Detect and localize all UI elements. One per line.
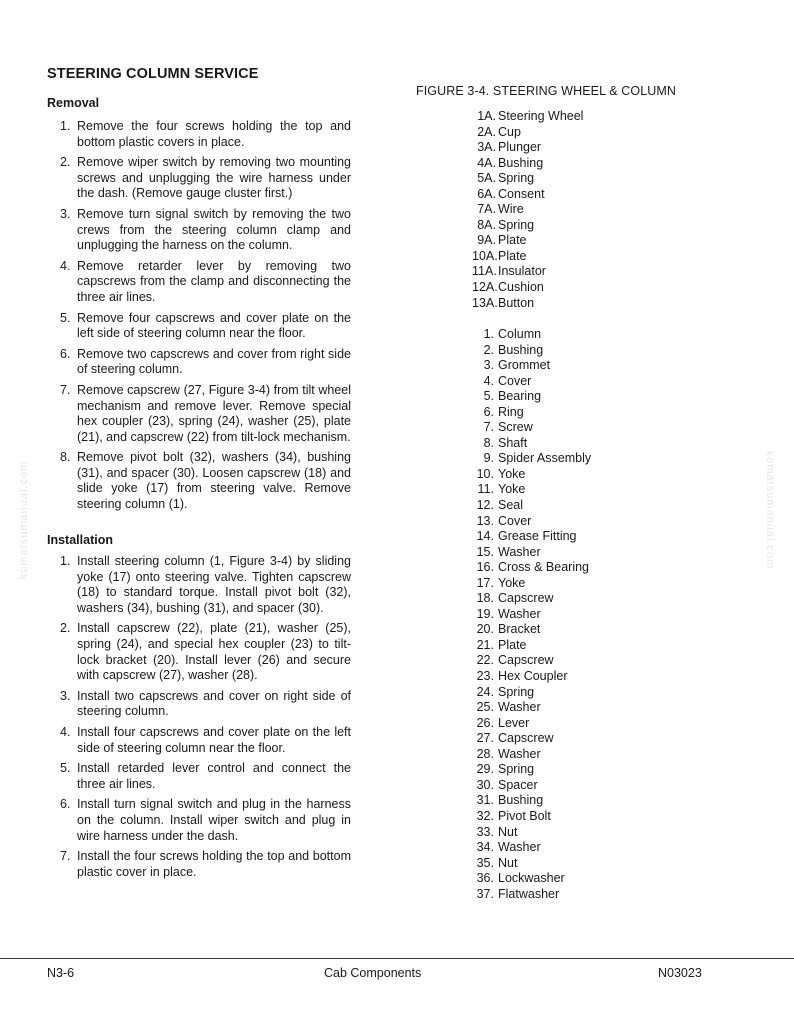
part-number: 14. bbox=[476, 529, 494, 544]
part-number: 18. bbox=[476, 591, 494, 606]
part-number: 21. bbox=[476, 637, 494, 652]
part-number: 3. bbox=[483, 358, 494, 373]
step-text: Remove capscrew (27, Figure 3-4) from tilt wheel mechanism and remove lever. Remove special hex coupler (23), spring (24), washer (25), plate (21), and capscrew (22) from tilt-lock mechanism. bbox=[77, 382, 351, 444]
part-name: Flatwasher bbox=[498, 886, 560, 901]
part-item bbox=[472, 607, 591, 623]
part-name: Spacer bbox=[498, 777, 538, 792]
part-item bbox=[472, 793, 591, 809]
part-item bbox=[472, 747, 591, 763]
part-name: Cover bbox=[498, 513, 532, 528]
part-item bbox=[472, 405, 591, 421]
part-item bbox=[472, 343, 591, 359]
part-item bbox=[472, 809, 591, 825]
parts-list-numbered bbox=[472, 327, 591, 902]
step-number: 1. bbox=[60, 119, 71, 133]
step-number: 7. bbox=[60, 382, 71, 397]
step-text: Install the four screws holding the top and bottom plastic cover in place. bbox=[77, 849, 351, 879]
part-number: 13. bbox=[476, 513, 494, 528]
part-name: Bushing bbox=[498, 342, 544, 357]
part-item bbox=[472, 778, 591, 794]
part-name: Hex Coupler bbox=[498, 669, 568, 684]
procedure-step bbox=[60, 259, 351, 306]
step-text: Install four capscrews and cover plate on the left side of steering column near the floor. bbox=[77, 724, 351, 755]
step-text: Remove four capscrews and cover plate on the left side of steering column near the floor. bbox=[77, 310, 351, 341]
part-item bbox=[472, 218, 583, 234]
part-item bbox=[472, 467, 591, 483]
part-item bbox=[472, 249, 583, 265]
part-number: 15. bbox=[476, 544, 494, 559]
part-name: Plate bbox=[498, 637, 527, 652]
part-item bbox=[472, 125, 583, 141]
part-number: 9A. bbox=[477, 233, 496, 248]
part-number: 6. bbox=[483, 404, 494, 419]
part-number: 26. bbox=[476, 715, 494, 730]
part-item bbox=[472, 514, 591, 530]
removal-heading: Removal bbox=[47, 96, 100, 110]
part-name: Cover bbox=[498, 373, 532, 388]
procedure-step bbox=[60, 347, 351, 378]
part-number: 19. bbox=[476, 606, 494, 621]
part-number: 28. bbox=[476, 746, 494, 761]
parts-list-a bbox=[472, 109, 583, 311]
part-number: 13A. bbox=[472, 295, 498, 310]
part-name: Lockwasher bbox=[498, 871, 565, 886]
part-item bbox=[472, 731, 591, 747]
part-name: Plunger bbox=[498, 140, 542, 155]
part-item bbox=[472, 545, 591, 561]
part-number: 11A. bbox=[472, 264, 497, 279]
part-item bbox=[472, 762, 591, 778]
part-item bbox=[472, 653, 591, 669]
procedure-step bbox=[60, 450, 351, 512]
page-title: STEERING COLUMN SERVICE bbox=[47, 66, 259, 82]
part-number: 8A. bbox=[477, 217, 496, 232]
part-item bbox=[472, 840, 591, 856]
part-name: Washer bbox=[498, 544, 541, 559]
part-number: 20. bbox=[476, 622, 494, 637]
part-number: 25. bbox=[476, 700, 494, 715]
part-name: Spring bbox=[498, 762, 535, 777]
step-number: 3. bbox=[60, 688, 71, 703]
part-name: Plate bbox=[498, 233, 527, 248]
procedure-step bbox=[60, 689, 351, 720]
part-number: 22. bbox=[476, 653, 494, 668]
step-text: Install capscrew (22), plate (21), washer (25), spring (24), and special hex coupler (23) to tilt-lock bracket (20). Install lever (26) and secure with capscrew (27), washer (28). bbox=[77, 621, 351, 683]
watermark-right: komatsumanual.com bbox=[764, 450, 776, 570]
part-number: 9. bbox=[483, 451, 494, 466]
part-item bbox=[472, 669, 591, 685]
part-number: 10. bbox=[476, 466, 494, 481]
part-name: Pivot Bolt bbox=[498, 808, 551, 823]
part-name: Spring bbox=[498, 217, 535, 232]
watermark-left: komatsumanual.com bbox=[18, 460, 30, 580]
procedure-step bbox=[60, 311, 351, 342]
step-text: Remove the four screws holding the top and bottom plastic covers in place. bbox=[77, 119, 351, 149]
part-item bbox=[472, 280, 583, 296]
part-item bbox=[472, 358, 591, 374]
step-number: 1. bbox=[60, 554, 71, 568]
part-item bbox=[472, 591, 591, 607]
part-number: 30. bbox=[476, 777, 494, 792]
step-text: Remove wiper switch by removing two mounting screws and unplugging the wire harness under the dash. (Remove gauge cluster first.) bbox=[77, 155, 351, 201]
step-number: 2. bbox=[60, 155, 71, 170]
part-name: Grommet bbox=[498, 358, 551, 373]
installation-steps-list bbox=[60, 554, 351, 885]
part-name: Consent bbox=[498, 186, 545, 201]
procedure-step bbox=[60, 725, 351, 756]
part-name: Wire bbox=[498, 202, 524, 217]
procedure-step bbox=[60, 797, 351, 844]
part-name: Cushion bbox=[498, 280, 544, 295]
part-number: 35. bbox=[476, 855, 494, 870]
part-item bbox=[472, 685, 591, 701]
part-name: Spider Assembly bbox=[498, 451, 592, 466]
part-number: 2A. bbox=[477, 124, 496, 139]
removal-steps-list bbox=[60, 119, 351, 518]
part-number: 5A. bbox=[477, 171, 496, 186]
part-name: Grease Fitting bbox=[498, 529, 577, 544]
part-number: 7. bbox=[483, 420, 494, 435]
part-name: Spring bbox=[498, 171, 535, 186]
part-name: Bracket bbox=[498, 622, 541, 637]
part-item bbox=[472, 187, 583, 203]
part-name: Nut bbox=[498, 855, 518, 870]
part-name: Bearing bbox=[498, 389, 542, 404]
part-number: 31. bbox=[476, 793, 494, 808]
step-text: Install steering column (1, Figure 3-4) by sliding yoke (17) onto steering valve. Tighten capscrew (18) to standard torque. Install pivot bolt (32), washers (34), bushing (31), and spacer (30). bbox=[77, 554, 351, 615]
step-number: 2. bbox=[60, 621, 71, 636]
part-item bbox=[472, 451, 591, 467]
part-item bbox=[472, 887, 591, 903]
part-number: 4A. bbox=[477, 155, 496, 170]
part-number: 2. bbox=[483, 342, 494, 357]
part-item bbox=[472, 498, 591, 514]
step-text: Remove turn signal switch by removing the two crews from the steering column clamp and unplugging the harness on the column. bbox=[77, 206, 351, 253]
part-number: 8. bbox=[483, 435, 494, 450]
part-number: 16. bbox=[476, 560, 494, 575]
part-item bbox=[472, 296, 583, 312]
part-item bbox=[472, 156, 583, 172]
step-text: Install two capscrews and cover on right side of steering column. bbox=[77, 688, 351, 719]
part-number: 4. bbox=[483, 373, 494, 388]
part-number: 23. bbox=[476, 669, 494, 684]
part-item bbox=[472, 825, 591, 841]
part-number: 5. bbox=[483, 389, 494, 404]
part-number: 33. bbox=[476, 824, 494, 839]
step-number: 6. bbox=[60, 797, 71, 812]
procedure-step bbox=[60, 119, 351, 150]
part-number: 3A. bbox=[477, 140, 496, 155]
part-item bbox=[472, 202, 583, 218]
part-name: Lever bbox=[498, 715, 530, 730]
part-name: Washer bbox=[498, 746, 541, 761]
footer-doc-code: N03023 bbox=[658, 966, 702, 980]
part-name: Yoke bbox=[498, 466, 526, 481]
part-name: Spring bbox=[498, 684, 535, 699]
figure-title: FIGURE 3-4. STEERING WHEEL & COLUMN bbox=[416, 84, 677, 98]
step-number: 7. bbox=[60, 849, 71, 864]
step-number: 4. bbox=[60, 258, 71, 273]
part-item bbox=[472, 856, 591, 872]
part-name: Yoke bbox=[498, 482, 526, 497]
part-name: Shaft bbox=[498, 435, 528, 450]
step-text: Remove pivot bolt (32), washers (34), bushing (31), and spacer (30). Loosen capscrew (18) and slide yoke (17) from steering valve. Remove steering column (1). bbox=[77, 450, 351, 512]
part-item bbox=[472, 871, 591, 887]
part-item bbox=[472, 622, 591, 638]
part-item bbox=[472, 327, 591, 343]
part-number: 36. bbox=[476, 871, 494, 886]
part-name: Plate bbox=[498, 248, 527, 263]
part-number: 6A. bbox=[477, 186, 496, 201]
part-name: Ring bbox=[498, 404, 524, 419]
part-number: 27. bbox=[476, 731, 494, 746]
part-item bbox=[472, 482, 591, 498]
procedure-step bbox=[60, 207, 351, 254]
part-number: 29. bbox=[476, 762, 494, 777]
part-name: Seal bbox=[498, 498, 524, 513]
part-name: Bushing bbox=[498, 155, 544, 170]
part-name: Bushing bbox=[498, 793, 544, 808]
part-item bbox=[472, 140, 583, 156]
procedure-step bbox=[60, 849, 351, 880]
part-name: Nut bbox=[498, 824, 518, 839]
part-item bbox=[472, 389, 591, 405]
step-text: Remove two capscrews and cover from right side of steering column. bbox=[77, 346, 351, 377]
part-name: Yoke bbox=[498, 575, 526, 590]
part-item bbox=[472, 529, 591, 545]
step-number: 6. bbox=[60, 346, 71, 361]
step-text: Install turn signal switch and plug in the harness on the column. Install wiper switch and plug in wire harness under the dash. bbox=[77, 797, 351, 843]
part-item bbox=[472, 264, 583, 280]
part-number: 24. bbox=[476, 684, 494, 699]
procedure-step bbox=[60, 761, 351, 792]
procedure-step bbox=[60, 554, 351, 616]
step-number: 4. bbox=[60, 724, 71, 739]
part-item bbox=[472, 420, 591, 436]
installation-heading: Installation bbox=[47, 533, 113, 547]
part-item bbox=[472, 171, 583, 187]
part-name: Cup bbox=[498, 124, 521, 139]
part-name: Insulator bbox=[498, 264, 546, 279]
part-name: Washer bbox=[498, 840, 541, 855]
part-name: Capscrew bbox=[498, 591, 554, 606]
part-item bbox=[472, 716, 591, 732]
procedure-step bbox=[60, 155, 351, 202]
part-name: Cross & Bearing bbox=[498, 560, 590, 575]
part-name: Screw bbox=[498, 420, 533, 435]
part-item bbox=[472, 576, 591, 592]
part-name: Capscrew bbox=[498, 731, 554, 746]
part-number: 12. bbox=[476, 498, 494, 513]
part-item bbox=[472, 700, 591, 716]
step-number: 5. bbox=[60, 310, 71, 325]
part-item bbox=[472, 109, 583, 125]
part-number: 17. bbox=[476, 575, 494, 590]
part-number: 34. bbox=[476, 840, 494, 855]
step-number: 3. bbox=[60, 206, 71, 221]
part-name: Capscrew bbox=[498, 653, 554, 668]
part-item bbox=[472, 374, 591, 390]
part-number: 11. bbox=[477, 482, 494, 497]
part-number: 37. bbox=[476, 886, 494, 901]
step-number: 8. bbox=[60, 450, 71, 465]
procedure-step bbox=[60, 621, 351, 683]
part-name: Steering Wheel bbox=[498, 109, 584, 123]
part-name: Washer bbox=[498, 606, 541, 621]
footer-section: Cab Components bbox=[324, 966, 422, 980]
step-text: Remove retarder lever by removing two capscrews from the clamp and disconnecting the three air lines. bbox=[77, 258, 351, 304]
part-name: Washer bbox=[498, 700, 541, 715]
part-number: 1A. bbox=[477, 109, 496, 123]
part-name: Column bbox=[498, 327, 542, 341]
part-name: Button bbox=[498, 295, 535, 310]
part-number: 32. bbox=[476, 808, 494, 823]
footer-page-number: N3-6 bbox=[47, 966, 75, 980]
part-number: 12A. bbox=[472, 280, 498, 295]
part-item bbox=[472, 560, 591, 576]
part-item bbox=[472, 233, 583, 249]
step-number: 5. bbox=[60, 761, 71, 776]
part-number: 7A. bbox=[477, 202, 496, 217]
step-text: Install retarded lever control and connect the three air lines. bbox=[77, 761, 351, 791]
part-number: 10A. bbox=[472, 248, 498, 263]
footer-divider bbox=[0, 958, 794, 959]
part-item bbox=[472, 638, 591, 654]
part-item bbox=[472, 436, 591, 452]
procedure-step bbox=[60, 383, 351, 445]
part-number: 1. bbox=[483, 327, 494, 341]
